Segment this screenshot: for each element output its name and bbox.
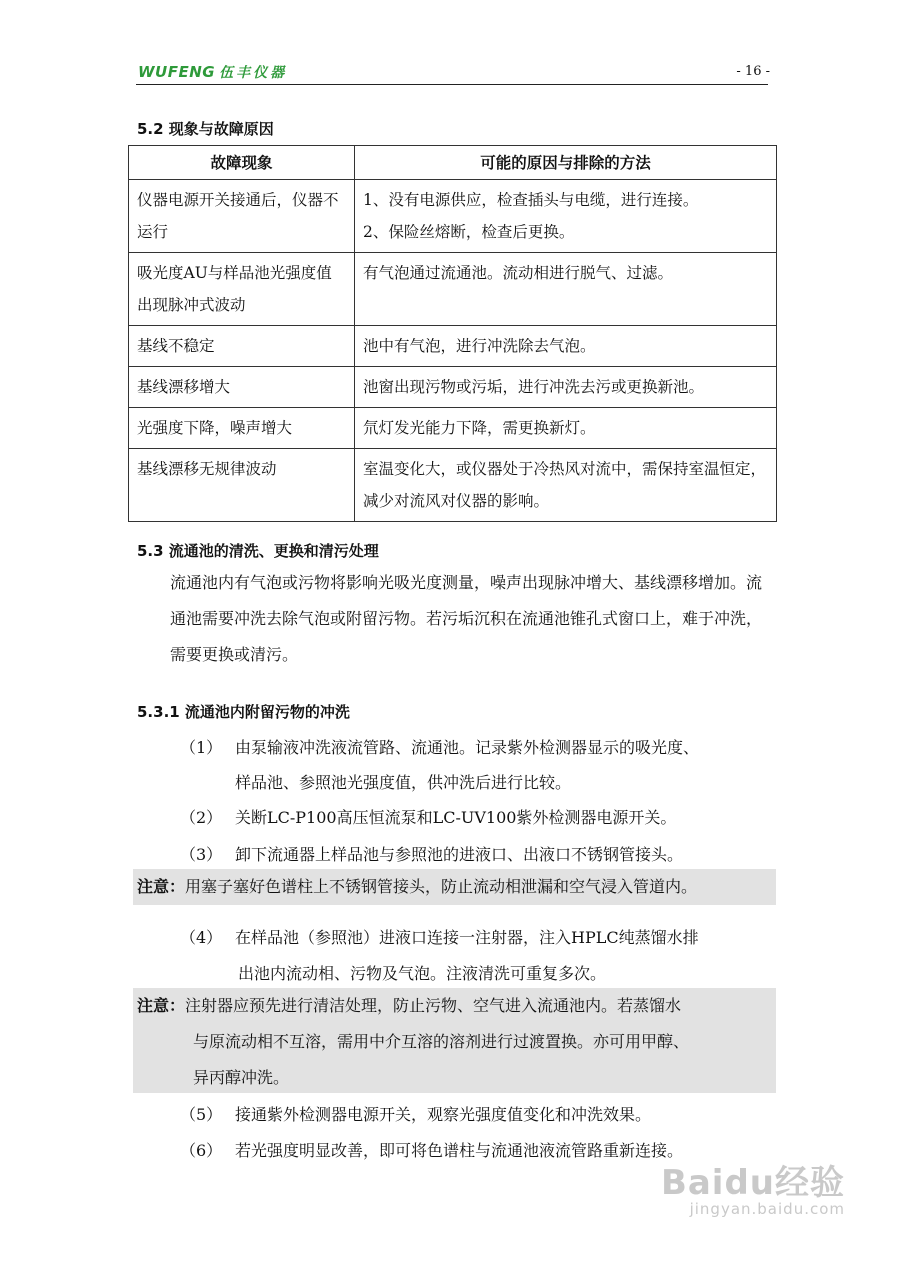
step-text: 在样品池（参照池）进液口连接一注射器，注入HPLC纯蒸馏水排	[235, 928, 699, 947]
remedy-line: 2、保险丝熔断，检查后更换。	[363, 223, 575, 241]
note-text: 异丙醇冲洗。	[193, 1068, 290, 1087]
table-header-row	[129, 146, 777, 180]
symptom-cell: 基线漂移无规律波动	[129, 449, 355, 522]
section-5-2-title: 5.2 现象与故障原因	[137, 120, 274, 138]
note-2	[133, 988, 776, 1093]
section-5-3-paragraph	[136, 565, 776, 673]
col-header-remedy: 可能的原因与排除的方法	[355, 146, 777, 180]
note-label: 注意：	[137, 877, 186, 896]
step-text: 由泵输液冲洗液流管路、流通池。记录紫外检测器显示的吸光度、	[235, 738, 700, 757]
table-row	[129, 326, 777, 367]
remedy-cell: 氘灯发光能力下降，需更换新灯。	[355, 408, 777, 449]
step-2	[180, 805, 676, 828]
step-number: （4）	[180, 928, 223, 947]
col-header-symptom: 故障现象	[129, 146, 355, 180]
paragraph-text: 流通池内有气泡或污物将影响光吸光度测量，噪声出现脉冲增大、基线漂移增加。流通池需要冲洗去除气泡或附留污物。若污垢沉积在流通池锥孔式窗口上，难于冲洗，需要更换或清污。	[170, 573, 763, 664]
remedy-cell: 有气泡通过流通池。流动相进行脱气、过滤。	[355, 253, 777, 326]
table-row	[129, 449, 777, 522]
step-text: 关断LC-P100高压恒流泵和LC-UV100紫外检测器电源开关。	[235, 808, 677, 827]
note-text: 与原流动相不互溶，需用中介互溶的溶剂进行过渡置换。亦可用甲醇、	[193, 1032, 690, 1051]
remedy-line: 1、没有电源供应，检查插头与电缆，进行连接。	[363, 191, 699, 209]
step-number: （3）	[180, 845, 223, 864]
symptom-cell: 吸光度AU与样品池光强度值出现脉冲式波动	[129, 253, 355, 326]
table-row	[129, 253, 777, 326]
step-number: （5）	[180, 1105, 223, 1124]
note-text: 用塞子塞好色谱柱上不锈钢管接头，防止流动相泄漏和空气浸入管道内。	[185, 877, 698, 896]
step-number: （6）	[180, 1141, 223, 1160]
symptom-cell: 光强度下降，噪声增大	[129, 408, 355, 449]
step-number: （1）	[180, 738, 223, 757]
section-5-3-title: 5.3 流通池的清洗、更换和清污处理	[137, 542, 379, 560]
remedy-cell: 池中有气泡，进行冲洗除去气泡。	[355, 326, 777, 367]
step-5	[180, 1102, 651, 1125]
symptom-cell: 基线不稳定	[129, 326, 355, 367]
note-1	[133, 869, 776, 905]
step-6	[180, 1138, 683, 1161]
logo-cn: 伍丰仪器	[219, 65, 288, 81]
step-text: 卸下流通器上样品池与参照池的进液口、出液口不锈钢管接头。	[235, 845, 684, 864]
step-text: 接通紫外检测器电源开关，观察光强度值变化和冲洗效果。	[235, 1105, 652, 1124]
wufeng-logo	[138, 62, 287, 82]
step-number: （2）	[180, 808, 223, 827]
header-divider	[136, 84, 768, 85]
watermark-brand: Baidu经验	[660, 1163, 845, 1203]
fault-table	[128, 145, 777, 522]
remedy-cell: 池窗出现污物或污垢，进行冲洗去污或更换新池。	[355, 367, 777, 408]
table-row	[129, 367, 777, 408]
table-row	[129, 408, 777, 449]
remedy-cell: 室温变化大，或仪器处于冷热风对流中，需保持室温恒定，减少对流风对仪器的影响。	[355, 449, 777, 522]
symptom-cell: 基线漂移增大	[129, 367, 355, 408]
symptom-cell: 仪器电源开关接通后，仪器不运行	[129, 180, 355, 253]
step-text: 若光强度明显改善，即可将色谱柱与流通池液流管路重新连接。	[235, 1141, 684, 1160]
page-number: - 16 -	[736, 64, 770, 79]
section-5-3-1-title: 5.3.1 流通池内附留污物的冲洗	[137, 703, 350, 721]
logo-en: WUFENG	[138, 63, 216, 81]
step-1	[180, 735, 699, 758]
note-text: 注射器应预先进行清洁处理，防止污物、空气进入流通池内。若蒸馏水	[185, 996, 682, 1015]
step-3	[180, 842, 683, 865]
watermark-url: jingyan.baidu.com	[689, 1200, 845, 1218]
note-label: 注意：	[137, 996, 186, 1015]
step-4-continuation: 出池内流动相、污物及气泡。注液清洗可重复多次。	[238, 964, 607, 983]
step-4	[180, 925, 699, 948]
table-row	[129, 180, 777, 253]
baidu-watermark	[661, 1155, 845, 1218]
remedy-cell	[355, 180, 777, 253]
step-1-continuation: 样品池、参照池光强度值，供冲洗后进行比较。	[235, 773, 572, 792]
